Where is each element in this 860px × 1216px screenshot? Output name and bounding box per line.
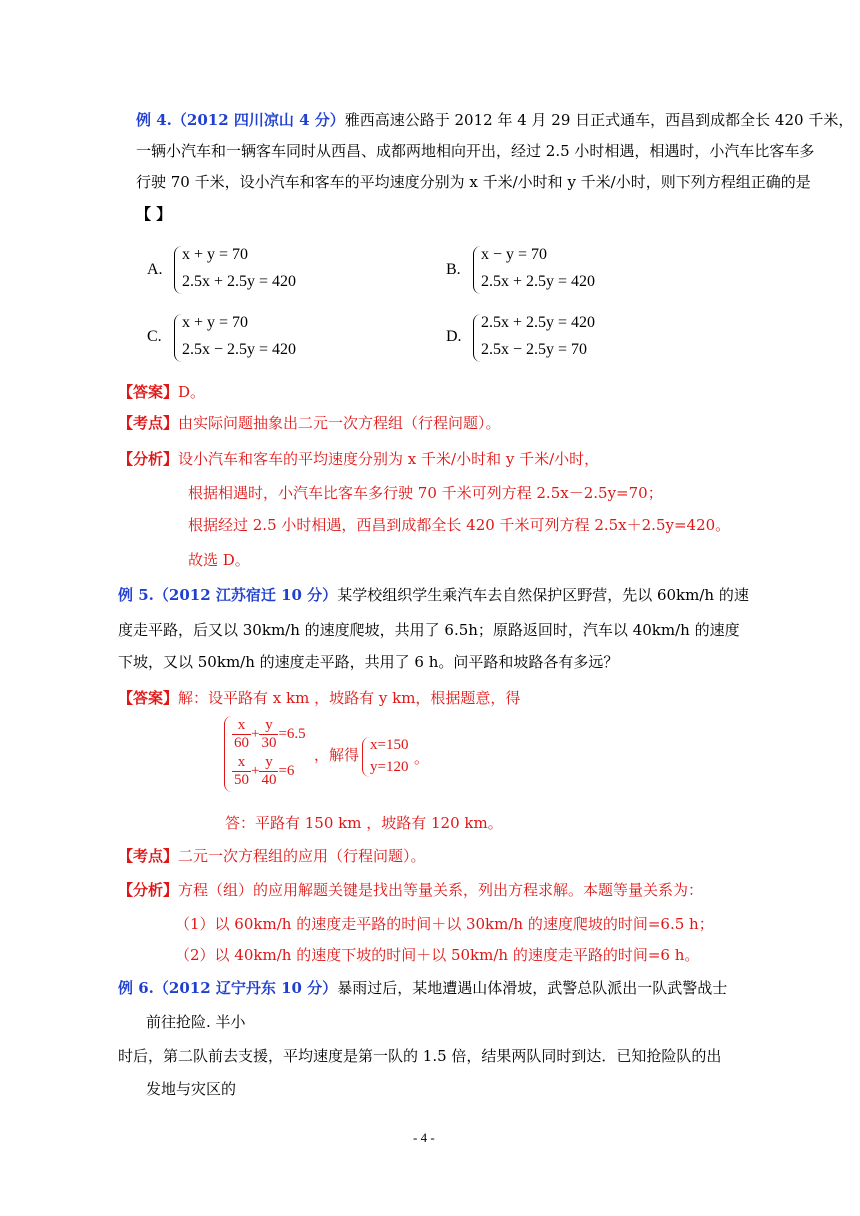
ex5-eq2-den2: 40 bbox=[261, 772, 277, 788]
ex5-point-tag: 【考点】 bbox=[118, 847, 179, 865]
ex5-answer bbox=[118, 688, 520, 708]
ex4-label: 例 4. bbox=[136, 111, 172, 129]
option-c-eq1: x + y = 70 bbox=[182, 314, 249, 331]
ex5-analysis-line3: （2）以 40km/h 的速度下坡的时间＋以 50km/h 的速度走平路的时间=6 h。 bbox=[175, 946, 700, 964]
ex5-eq2-op: + bbox=[251, 762, 260, 779]
ex5-eq1-rhs: =6.5 bbox=[278, 725, 306, 742]
ex4-text-1: 雅西高速公路于 2012 年 4 月 29 日正式通车，西昌到成都全长 420 千米， bbox=[344, 111, 854, 129]
ex5-eq2-rhs: =6 bbox=[278, 762, 295, 779]
ex5-solution-end: 。 bbox=[414, 749, 430, 767]
ex5-eq1 bbox=[232, 717, 306, 752]
ex5-eq2 bbox=[232, 754, 294, 789]
ex4-point-text: 由实际问题抽象出二元一次方程组（行程问题）。 bbox=[178, 414, 501, 432]
ex5-point bbox=[118, 846, 426, 866]
ex4-line3: 行驶 70 千米，设小汽车和客车的平均速度分别为 x 千米/小时和 y 千米/小时，则下列方程组正确的是 bbox=[136, 173, 811, 191]
ex5-solution-y: y=120 bbox=[370, 759, 409, 775]
ex6-line1 bbox=[118, 978, 727, 998]
ex5-conclusion: 答：平路有 150 km ，坡路有 120 km。 bbox=[225, 814, 503, 832]
ex6-line4: 发地与灾区的 bbox=[146, 1080, 237, 1098]
ex4-point-tag: 【考点】 bbox=[118, 414, 179, 432]
option-c-label: C. bbox=[147, 328, 162, 345]
option-b-label: B. bbox=[446, 261, 461, 278]
ex4-point bbox=[118, 413, 501, 433]
ex5-eq2-den1: 50 bbox=[234, 772, 249, 788]
ex5-source: （2012 江苏宿迁 10 分） bbox=[153, 586, 338, 604]
option-a-eq1: x + y = 70 bbox=[182, 246, 249, 263]
option-d-eq1: 2.5x + 2.5y = 420 bbox=[481, 314, 596, 331]
ex5-analysis bbox=[118, 880, 703, 900]
option-b-eq2: 2.5x + 2.5y = 420 bbox=[481, 273, 596, 290]
ex5-solve-text: ，解得 bbox=[314, 746, 360, 764]
ex5-eq1-op: + bbox=[251, 725, 260, 742]
ex5-eq1-den2: 30 bbox=[261, 735, 277, 751]
ex5-eq1-num1: x bbox=[232, 717, 251, 735]
option-a-eq2: 2.5x + 2.5y = 420 bbox=[182, 273, 297, 290]
option-a-label: A. bbox=[147, 261, 163, 278]
ex5-line1 bbox=[118, 585, 749, 605]
ex5-analysis-line2: （1）以 60km/h 的速度走平路的时间＋以 30km/h 的速度爬坡的时间=6.5 h； bbox=[175, 915, 714, 933]
ex5-eq1-num2: y bbox=[259, 717, 278, 735]
ex5-eq2-num2: y bbox=[259, 754, 278, 772]
ex4-answer-tag: 【答案】 bbox=[118, 383, 179, 401]
ex5-line3: 下坡，又以 50km/h 的速度走平路，共用了 6 h。问平路和坡路各有多远？ bbox=[118, 653, 619, 671]
ex4-analysis-line4: 故选 D。 bbox=[188, 551, 250, 569]
ex4-answer bbox=[118, 382, 205, 402]
option-c-eq2: 2.5x − 2.5y = 420 bbox=[182, 341, 297, 358]
ex4-answer-bracket: 【 】 bbox=[136, 205, 172, 223]
ex6-label: 例 6. bbox=[118, 979, 154, 997]
ex4-answer-value: D。 bbox=[178, 383, 206, 401]
ex4-analysis-line1: 设小汽车和客车的平均速度分别为 x 千米/小时和 y 千米/小时， bbox=[178, 450, 600, 468]
ex6-source: （2012 辽宁丹东 10 分） bbox=[153, 979, 338, 997]
ex6-text-1: 暴雨过后，某地遭遇山体滑坡，武警总队派出一队武警战士 bbox=[337, 979, 728, 997]
option-d-label: D. bbox=[446, 328, 462, 345]
ex6-line2: 前往抢险. 半小 bbox=[146, 1013, 246, 1031]
ex5-eq2-num1: x bbox=[232, 754, 251, 772]
ex5-eq1-den1: 60 bbox=[234, 735, 249, 751]
ex5-point-text: 二元一次方程组的应用（行程问题）。 bbox=[178, 847, 426, 865]
ex5-line2: 度走平路，后又以 30km/h 的速度爬坡，共用了 6.5h；原路返回时，汽车以 40km/h 的速度 bbox=[118, 621, 740, 639]
ex5-solution-x: x=150 bbox=[370, 737, 409, 753]
ex4-analysis-tag: 【分析】 bbox=[118, 450, 179, 468]
ex5-answer-intro: 解：设平路有 x km ，坡路有 y km，根据题意，得 bbox=[178, 689, 521, 707]
ex4-line1 bbox=[136, 110, 853, 130]
ex5-text-1: 某学校组织学生乘汽车去自然保护区野营，先以 60km/h 的速 bbox=[337, 586, 749, 604]
ex4-source: （2012 四川凉山 4 分） bbox=[171, 111, 345, 129]
option-d-eq2: 2.5x − 2.5y = 70 bbox=[481, 341, 588, 358]
ex5-label: 例 5. bbox=[118, 586, 154, 604]
ex4-analysis-line3: 根据经过 2.5 小时相遇，西昌到成都全长 420 千米可列方程 2.5x＋2.5y=420。 bbox=[188, 516, 731, 534]
ex5-analysis-line1: 方程（组）的应用解题关键是找出等量关系，列出方程求解。本题等量关系为： bbox=[178, 881, 704, 899]
ex4-analysis-line2: 根据相遇时，小汽车比客车多行驶 70 千米可列方程 2.5x－2.5y=70； bbox=[188, 484, 663, 502]
option-b-eq1: x − y = 70 bbox=[481, 246, 548, 263]
ex4-line2: 一辆小汽车和一辆客车同时从西昌、成都两地相向开出，经过 2.5 小时相遇，相遇时，小汽车比客车多 bbox=[136, 142, 815, 160]
ex6-line3: 时后，第二队前去支援，平均速度是第一队的 1.5 倍，结果两队同时到达．已知抢险队的出 bbox=[118, 1047, 722, 1065]
page-number: - 4 - bbox=[413, 1130, 435, 1145]
ex5-analysis-tag: 【分析】 bbox=[118, 881, 179, 899]
ex4-analysis bbox=[118, 449, 599, 469]
ex5-answer-tag: 【答案】 bbox=[118, 689, 179, 707]
